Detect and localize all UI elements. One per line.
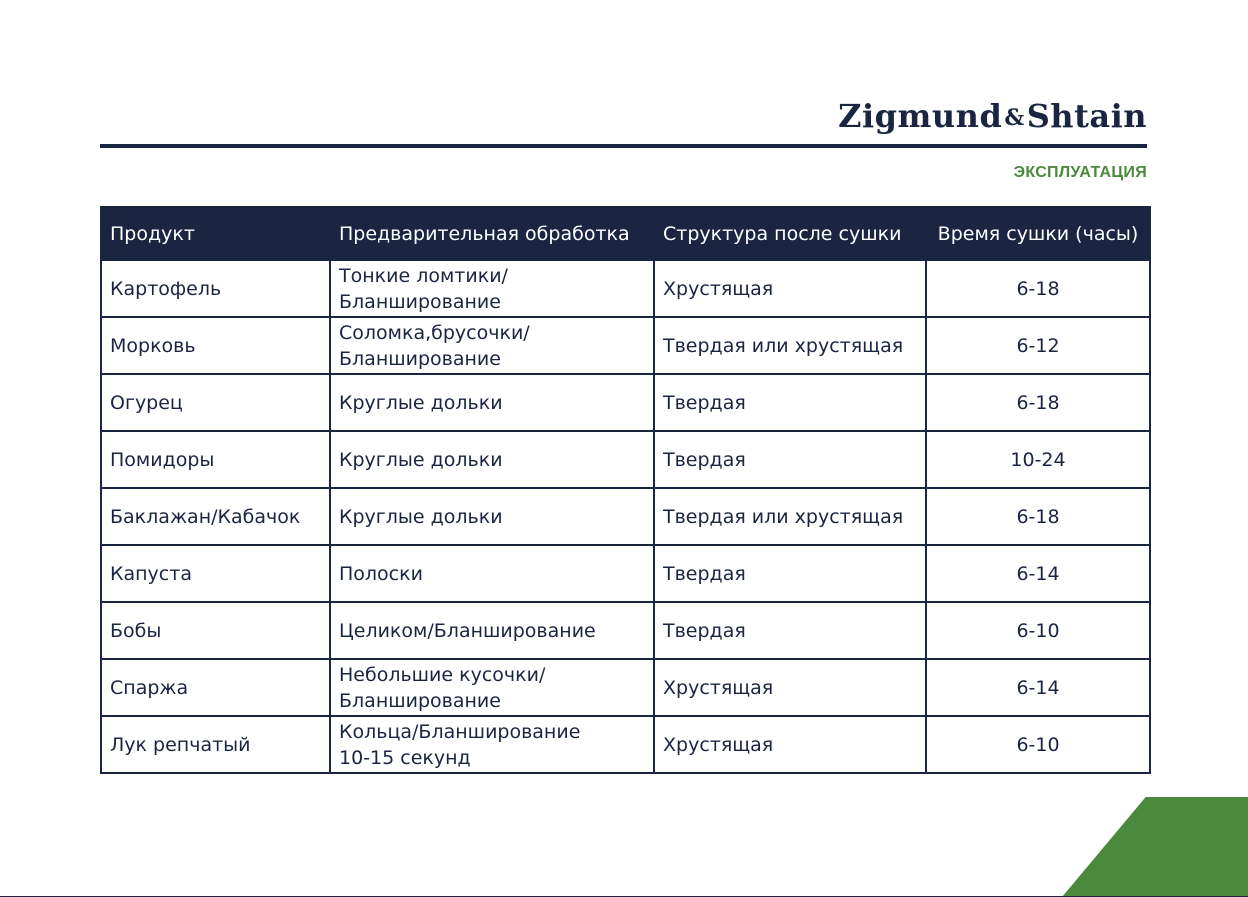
cell-pretreatment [330,374,654,431]
cell-structure: Твердая или хрустящая [654,488,926,545]
table-row [101,431,1150,488]
pretreatment-line: Целиком/Бланширование [339,619,596,642]
cell-pretreatment [330,716,654,773]
table-header-row [101,207,1150,260]
pretreatment-line: Бланширование [339,347,501,370]
cell-time: 6-14 [926,659,1150,716]
cell-pretreatment [330,602,654,659]
pretreatment-line: Кольца/Бланширование [339,720,581,743]
cell-structure: Хрустящая [654,260,926,317]
brand-name-part2: Shtain [1026,97,1147,135]
cell-time: 6-10 [926,716,1150,773]
pretreatment-line: Бланширование [339,689,501,712]
pretreatment-line: Круглые дольки [339,391,503,414]
table-row [101,716,1150,773]
cell-product: Спаржа [101,659,330,716]
cell-time: 6-18 [926,260,1150,317]
cell-pretreatment [330,545,654,602]
table-row [101,488,1150,545]
cell-time: 6-18 [926,374,1150,431]
pretreatment-line: Небольшие кусочки/ [339,663,546,686]
cell-structure: Хрустящая [654,659,926,716]
cell-pretreatment [330,488,654,545]
cell-product: Баклажан/Кабачок [101,488,330,545]
cell-product: Помидоры [101,431,330,488]
cell-product: Бобы [101,602,330,659]
header-pretreatment: Предварительная обработка [330,207,654,260]
table-row [101,545,1150,602]
cell-time: 6-10 [926,602,1150,659]
corner-accent-shape [1062,797,1248,897]
brand-name-part1: Zigmund [838,97,1003,135]
pretreatment-line: Соломка,брусочки/ [339,321,530,344]
cell-pretreatment [330,317,654,374]
pretreatment-line: Полоски [339,562,423,585]
cell-product: Лук репчатый [101,716,330,773]
cell-pretreatment [330,260,654,317]
cell-time: 6-12 [926,317,1150,374]
pretreatment-line: Круглые дольки [339,448,503,471]
header-structure: Структура после сушки [654,207,926,260]
header-time: Время сушки (часы) [926,207,1150,260]
brand-ampersand: & [1004,105,1025,131]
header-product: Продукт [101,207,330,260]
table-row [101,374,1150,431]
cell-pretreatment [330,431,654,488]
cell-structure: Твердая [654,431,926,488]
table-row [101,260,1150,317]
table-row [101,317,1150,374]
cell-time: 6-18 [926,488,1150,545]
cell-structure: Хрустящая [654,716,926,773]
pretreatment-line: Бланширование [339,290,501,313]
cell-product: Огурец [101,374,330,431]
table-row [101,659,1150,716]
cell-structure: Твердая или хрустящая [654,317,926,374]
cell-product: Капуста [101,545,330,602]
cell-structure: Твердая [654,374,926,431]
pretreatment-line: 10-15 секунд [339,746,471,769]
cell-product: Картофель [101,260,330,317]
cell-time: 6-14 [926,545,1150,602]
section-label: ЭКСПЛУАТАЦИЯ [1013,164,1147,181]
pretreatment-line: Круглые дольки [339,505,503,528]
drying-table [100,206,1151,774]
cell-structure: Твердая [654,602,926,659]
cell-time: 10-24 [926,431,1150,488]
cell-product: Морковь [101,317,330,374]
table-row [101,602,1150,659]
pretreatment-line: Тонкие ломтики/ [339,264,508,287]
brand-logo [838,96,1147,140]
header-rule [100,144,1147,148]
cell-structure: Твердая [654,545,926,602]
cell-pretreatment [330,659,654,716]
